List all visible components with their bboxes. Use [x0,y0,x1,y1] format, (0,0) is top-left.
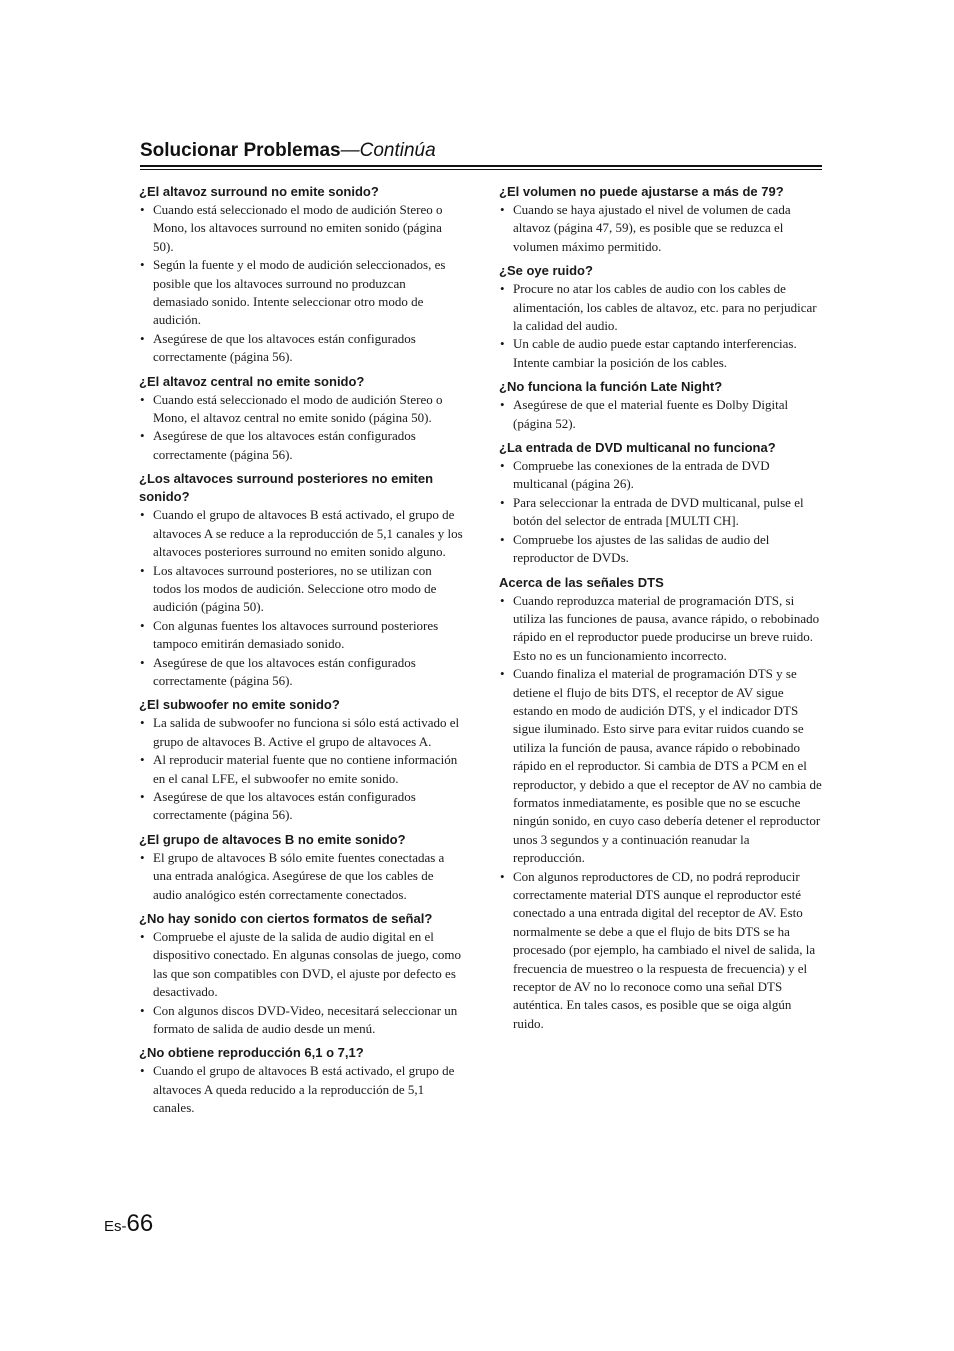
bullet-list [499,457,823,567]
list-item-text: Con algunos reproductores de CD, no podrá reproducir correctamente material DTS aunque el reproductor esté conectado a una entrada digital del receptor de AV. Esto normalmente se debe a que el flujo de bits DTS se ha procesado (por ejemplo, ha cambiado el nivel de salida, la frecuencia de muestreo o la respuesta de frecuencia) y el receptor de AV no lo reconoce como una señal DTS auténtica. En tales casos, es posible que se oiga algún ruido. [513,868,816,1031]
section-heading: ¿El altavoz surround no emite sonido? [139,184,379,199]
section-heading: ¿El altavoz central no emite sonido? [139,373,365,389]
bullet-icon: • [140,849,145,865]
header-rule-thin [140,169,822,170]
troubleshooting-section [499,262,823,372]
list-item-text: Asegúrese de que los altavoces están configurados correctamente (página 56). [153,428,416,462]
list-item [499,280,823,335]
bullet-list [139,506,463,690]
list-item [139,1062,463,1117]
list-item-text: Cuando está seleccionado el modo de audición Stereo o Mono, los altavoces surround no emiten sonido (página 50). [153,202,443,254]
list-item-text: Los altavoces surround posteriores, no se utilizan con todos los modos de audición. Seleccione otro modo de audición (página 50). [153,562,437,615]
bullet-icon: • [500,592,505,608]
bullet-icon: • [500,531,505,547]
bullet-icon: • [140,752,145,768]
list-item [139,201,463,256]
troubleshooting-section [499,183,823,256]
bullet-icon: • [140,330,145,346]
list-item-text: Cuando el grupo de altavoces B está activado, el grupo de altavoces A queda reducido a la reproducción de 5,1 canales. [153,1063,455,1116]
bullet-icon: • [140,788,145,804]
list-item [139,751,463,788]
bullet-list [499,396,823,433]
list-item [499,665,823,867]
section-heading: ¿Se oye ruido? [499,263,593,279]
troubleshooting-section [139,470,463,690]
bullet-icon: • [500,281,505,297]
right-column [499,183,823,1039]
list-item [499,868,823,1034]
list-item-text: Al reproducir material fuente que no contiene información en el canal LFE, el subwoofer no emite sonido. [153,752,458,786]
list-item [139,391,463,428]
section-heading: ¿El subwoofer no emite sonido? [139,697,340,713]
bullet-icon: • [500,336,505,352]
list-item-text: Cuando el grupo de altavoces B está activado, el grupo de altavoces A se reduce a la reproducción de 5,1 canales y los altavoces posteriores surround no emiten sonido alguno. [153,507,463,560]
bullet-list [139,849,463,904]
bullet-icon: • [140,929,145,944]
section-heading: Acerca de las señales DTS [499,574,664,590]
list-item [499,396,823,433]
bullet-icon: • [500,494,505,510]
list-item-text: Con algunas fuentes los altavoces surround posteriores tampoco emitirán demasiado sonido. [153,617,439,652]
list-item [499,335,823,372]
bullet-list [499,592,823,1034]
troubleshooting-section [499,378,823,433]
list-item [139,849,463,904]
page-number-value: 66 [126,1210,154,1237]
troubleshooting-section [139,1044,463,1117]
list-item-text: Con algunos discos DVD-Video, necesitará seleccionar un formato de salida de audio desde un menú. [153,1002,458,1037]
troubleshooting-section [139,910,463,1038]
list-item-text: Cuando está seleccionado el modo de audición Stereo o Mono, el altavoz central no emite sonido (página 50). [153,391,443,426]
section-heading: ¿Los altavoces surround posteriores no emiten sonido? [139,471,434,505]
list-item [139,256,463,330]
bullet-icon: • [140,257,145,273]
list-item [499,592,823,666]
list-item-text: Asegúrese de que los altavoces están configurados correctamente (página 56). [153,654,416,688]
troubleshooting-section [499,574,823,1034]
bullet-icon: • [500,666,505,682]
list-item-text: Según la fuente y el modo de audición seleccionados, es posible que los altavoces surround no produzcan demasiado sonido. Intente seleccionar otro modo de audición. [153,257,446,328]
bullet-icon: • [500,458,505,474]
list-item [499,201,823,256]
troubleshooting-section [139,183,463,367]
bullet-icon: • [500,868,505,884]
list-item [499,494,823,531]
bullet-icon: • [140,391,145,407]
list-item [139,617,463,654]
section-heading: ¿No funciona la función Late Night? [499,379,723,395]
list-item-text: Compruebe los ajustes de las salidas de audio del reproductor de DVDs. [513,531,770,566]
bullet-icon: • [140,1063,145,1079]
title-continuation: —Continúa [340,140,436,161]
troubleshooting-section [139,696,463,824]
bullet-icon: • [140,617,145,633]
list-item [139,506,463,561]
list-item [139,330,463,367]
list-item-text: El grupo de altavoces B sólo emite fuentes conectadas a una entrada analógica. Asegúrese de que los cables de audio analógico estén correctamente conectados. [153,849,445,902]
bullet-list [139,201,463,367]
page-number [104,1210,153,1238]
list-item [139,1002,463,1039]
list-item-text: La salida de subwoofer no funciona si sólo está activado el grupo de altavoces B. Active el grupo de altavoces A. [153,715,460,749]
list-item-text: Cuando se haya ajustado el nivel de volumen de cada altavoz (página 47, 59), es posible que se reduzca el volumen máximo permitido. [513,202,791,254]
page-title [140,139,822,163]
section-heading: ¿No hay sonido con ciertos formatos de señal? [139,911,433,926]
bullet-icon: • [140,202,145,217]
bullet-list [139,391,463,465]
list-item [139,654,463,691]
list-item [139,714,463,751]
bullet-list [499,280,823,372]
bullet-icon: • [140,562,145,578]
troubleshooting-section [499,439,823,567]
list-item-text: Cuando reproduzca material de programación DTS, si utiliza las funciones de pausa, avance rápido, o rebobinado rápido en el reproductor puede producirse un breve ruido. Esto no es un funcionamiento incorrecto. [513,592,820,663]
list-item-text: Cuando finaliza el material de programación DTS y se detiene el flujo de bits DTS, el receptor de AV sigue estando en modo de audición DTS, y el indicador DTS sigue iluminado. Esto sirve para evitar ruidos cuando se utiliza la función de pausa, avance rápido o rebobinado rápido en el reproductor. Si cambia de DTS a PCM en el reproductor, y debido a que el receptor de AV no cambia de formatos inmediatamente, es posible que no se escuche ningún sonido, en cuyo caso debería detener el reproductor unos 3 segundos y a continuación reanudar la reproducción. [513,666,822,866]
header-rule-thick [140,165,822,167]
section-heading: ¿El volumen no puede ajustarse a más de 79? [499,184,784,199]
page-number-prefix: Es- [104,1218,127,1235]
list-item [139,427,463,464]
list-item-text: Un cable de audio puede estar captando interferencias. Intente cambiar la posición de los cables. [513,336,797,370]
section-heading: ¿La entrada de DVD multicanal no funciona? [499,440,776,456]
bullet-icon: • [500,397,505,413]
list-item-text: Para seleccionar la entrada de DVD multicanal, pulse el botón del selector de entrada [MULTI CH]. [513,494,804,529]
bullet-icon: • [140,715,145,731]
bullet-list [139,1062,463,1117]
section-heading: ¿No obtiene reproducción 6,1 o 7,1? [139,1045,364,1061]
bullet-icon: • [500,202,505,217]
list-item-text: Asegúrese de que los altavoces están configurados correctamente (página 56). [153,330,416,365]
bullet-icon: • [140,654,145,670]
list-item-text: Compruebe las conexiones de la entrada de DVD multicanal (página 26). [513,458,770,492]
bullet-icon: • [140,507,145,523]
list-item [139,788,463,825]
list-item [499,457,823,494]
list-item [139,562,463,617]
left-column [139,183,463,1124]
bullet-list [499,201,823,256]
list-item-text: Asegúrese de que el material fuente es Dolby Digital (página 52). [513,397,789,431]
bullet-icon: • [140,1002,145,1018]
list-item-text: Asegúrese de que los altavoces están configurados correctamente (página 56). [153,788,416,823]
troubleshooting-section [139,373,463,465]
bullet-list [139,928,463,1038]
section-heading: ¿El grupo de altavoces B no emite sonido? [139,831,406,847]
list-item [499,531,823,568]
bullet-list [139,714,463,824]
list-item [139,928,463,1002]
bullet-icon: • [140,428,145,444]
troubleshooting-section [139,831,463,904]
list-item-text: Procure no atar los cables de audio con los cables de alimentación, los cables de altavoz, etc. para no perjudicar la calidad del audio. [513,281,817,334]
title-main: Solucionar Problemas [140,140,341,161]
page-header [140,139,822,170]
list-item-text: Compruebe el ajuste de la salida de audio digital en el dispositivo conectado. En algunas consolas de juego, como las que son compatibles con DVD, el ajuste por defecto es desactivado. [153,929,461,1000]
